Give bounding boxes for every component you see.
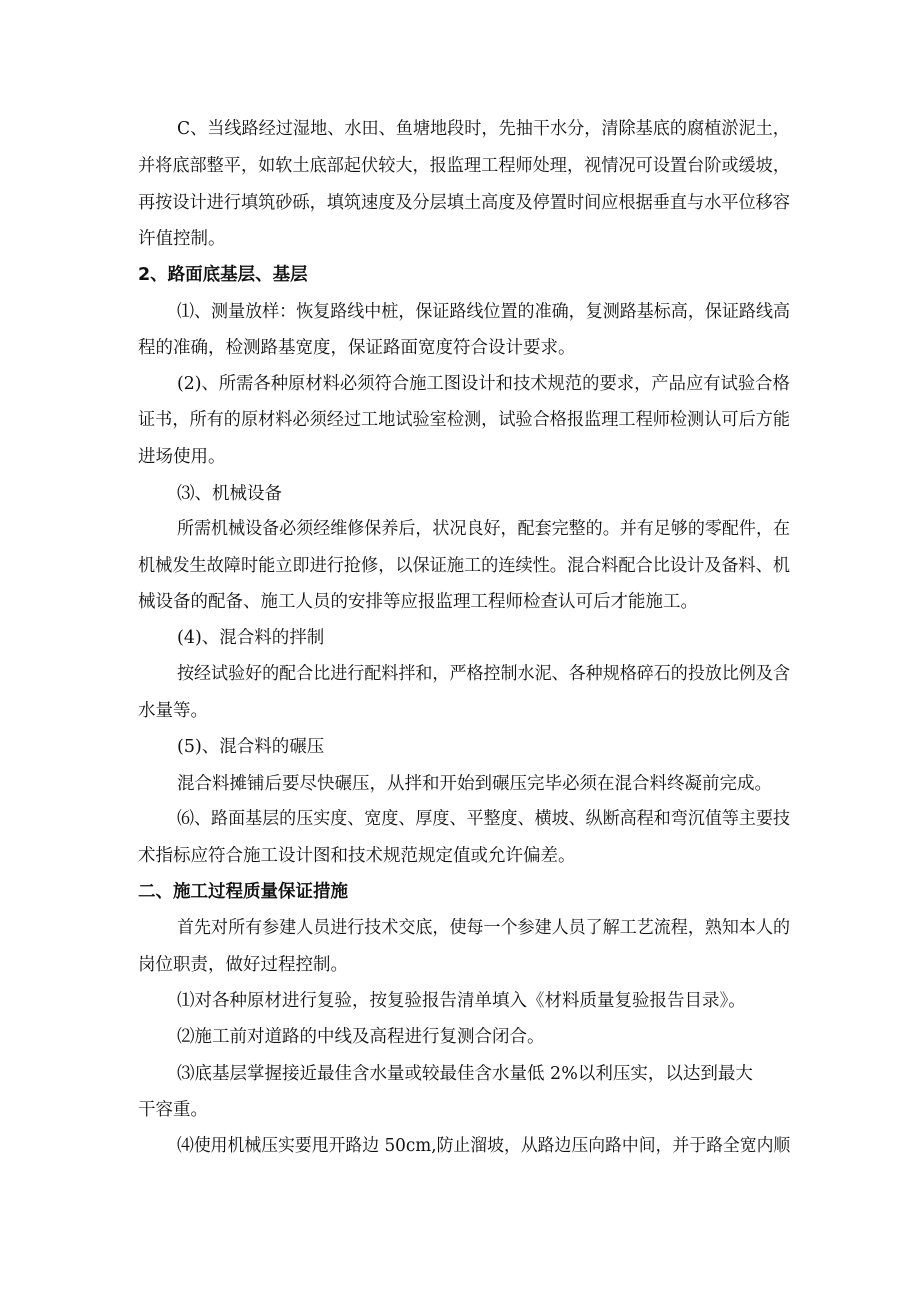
text-line: ⑴、测量放样：恢复路线中桩，保证路线位置的准确，复测路基标高，保证路线高 <box>177 302 790 322</box>
text-line: ⑶底基层掌握接近最佳含水量或较最佳含水量低 2%以利压实，以达到最大 <box>177 1064 753 1084</box>
text-line: C、当线路经过湿地、水田、鱼塘地段时，先抽干水分，清除基底的腐植淤泥土， <box>177 119 790 139</box>
text-line: 机械发生故障时能立即进行抢修，以保证施工的连续性。混合料配合比设计及备料、机 <box>138 556 790 576</box>
text-line: 术指标应符合施工设计图和技术规范规定值或允许偏差。 <box>138 846 576 866</box>
text-line: 岗位职责，做好过程控制。 <box>138 955 348 975</box>
text-line: ⑹、路面基层的压实度、宽度、厚度、平整度、横坡、纵断高程和弯沉值等主要技 <box>177 809 790 829</box>
text-line: 首先对所有参建人员进行技术交底，使每一个参建人员了解工艺流程，熟知本人的 <box>177 918 790 938</box>
text-line: 再按设计进行填筑砂砾，填筑速度及分层填土高度及停置时间应根据垂直与水平位移容 <box>138 193 790 213</box>
text-line: 所需机械设备必须经维修保养后，状况良好，配套完整的。并有足够的零配件，在 <box>177 519 790 539</box>
text-line: 械设备的配备、施工人员的安排等应报监理工程师检查认可后才能施工。 <box>138 592 698 612</box>
text-line: 水量等。 <box>138 701 208 721</box>
text-line: ⑶、机械设备 <box>177 484 282 504</box>
text-line: ⑵施工前对道路的中线及高程进行复测合闭合。 <box>177 1027 545 1047</box>
text-line: 混合料摊铺后要尽快碾压，从拌和开始到碾压完毕必须在混合料终凝前完成。 <box>177 774 772 794</box>
text-line: ⑴对各种原材进行复验，按复验报告清单填入《材料质量复验报告目录》。 <box>177 991 746 1011</box>
text-line: (5)、混合料的碾压 <box>177 737 325 757</box>
text-line: ⑷使用机械压实要甩开路边 50cm,防止溜坡，从路边压向路中间，并于路全宽内顺 <box>177 1136 791 1156</box>
text-line: 程的准确，检测路基宽度，保证路面宽度符合设计要求。 <box>138 338 576 358</box>
section-heading: 二、施工过程质量保证措施 <box>138 882 348 902</box>
text-line: 干容重。 <box>138 1100 208 1120</box>
text-line: 进场使用。 <box>138 447 226 467</box>
text-line: 按经试验好的配合比进行配料拌和，严格控制水泥、各种规格碎石的投放比例及含 <box>177 664 790 684</box>
text-line: 证书，所有的原材料必须经过工地试验室检测，试验合格报监理工程师检测认可后方能 <box>138 410 790 430</box>
text-line: (4)、混合料的拌制 <box>177 628 325 648</box>
text-line: (2)、所需各种原材料必须符合施工图设计和技术规范的要求，产品应有试验合格 <box>177 374 790 394</box>
text-line: 许值控制。 <box>138 229 226 249</box>
section-heading: 2、路面底基层、基层 <box>138 265 308 285</box>
text-line: 并将底部整平，如软土底部起伏较大，报监理工程师处理，视情况可设置台阶或缓坡， <box>138 156 790 176</box>
